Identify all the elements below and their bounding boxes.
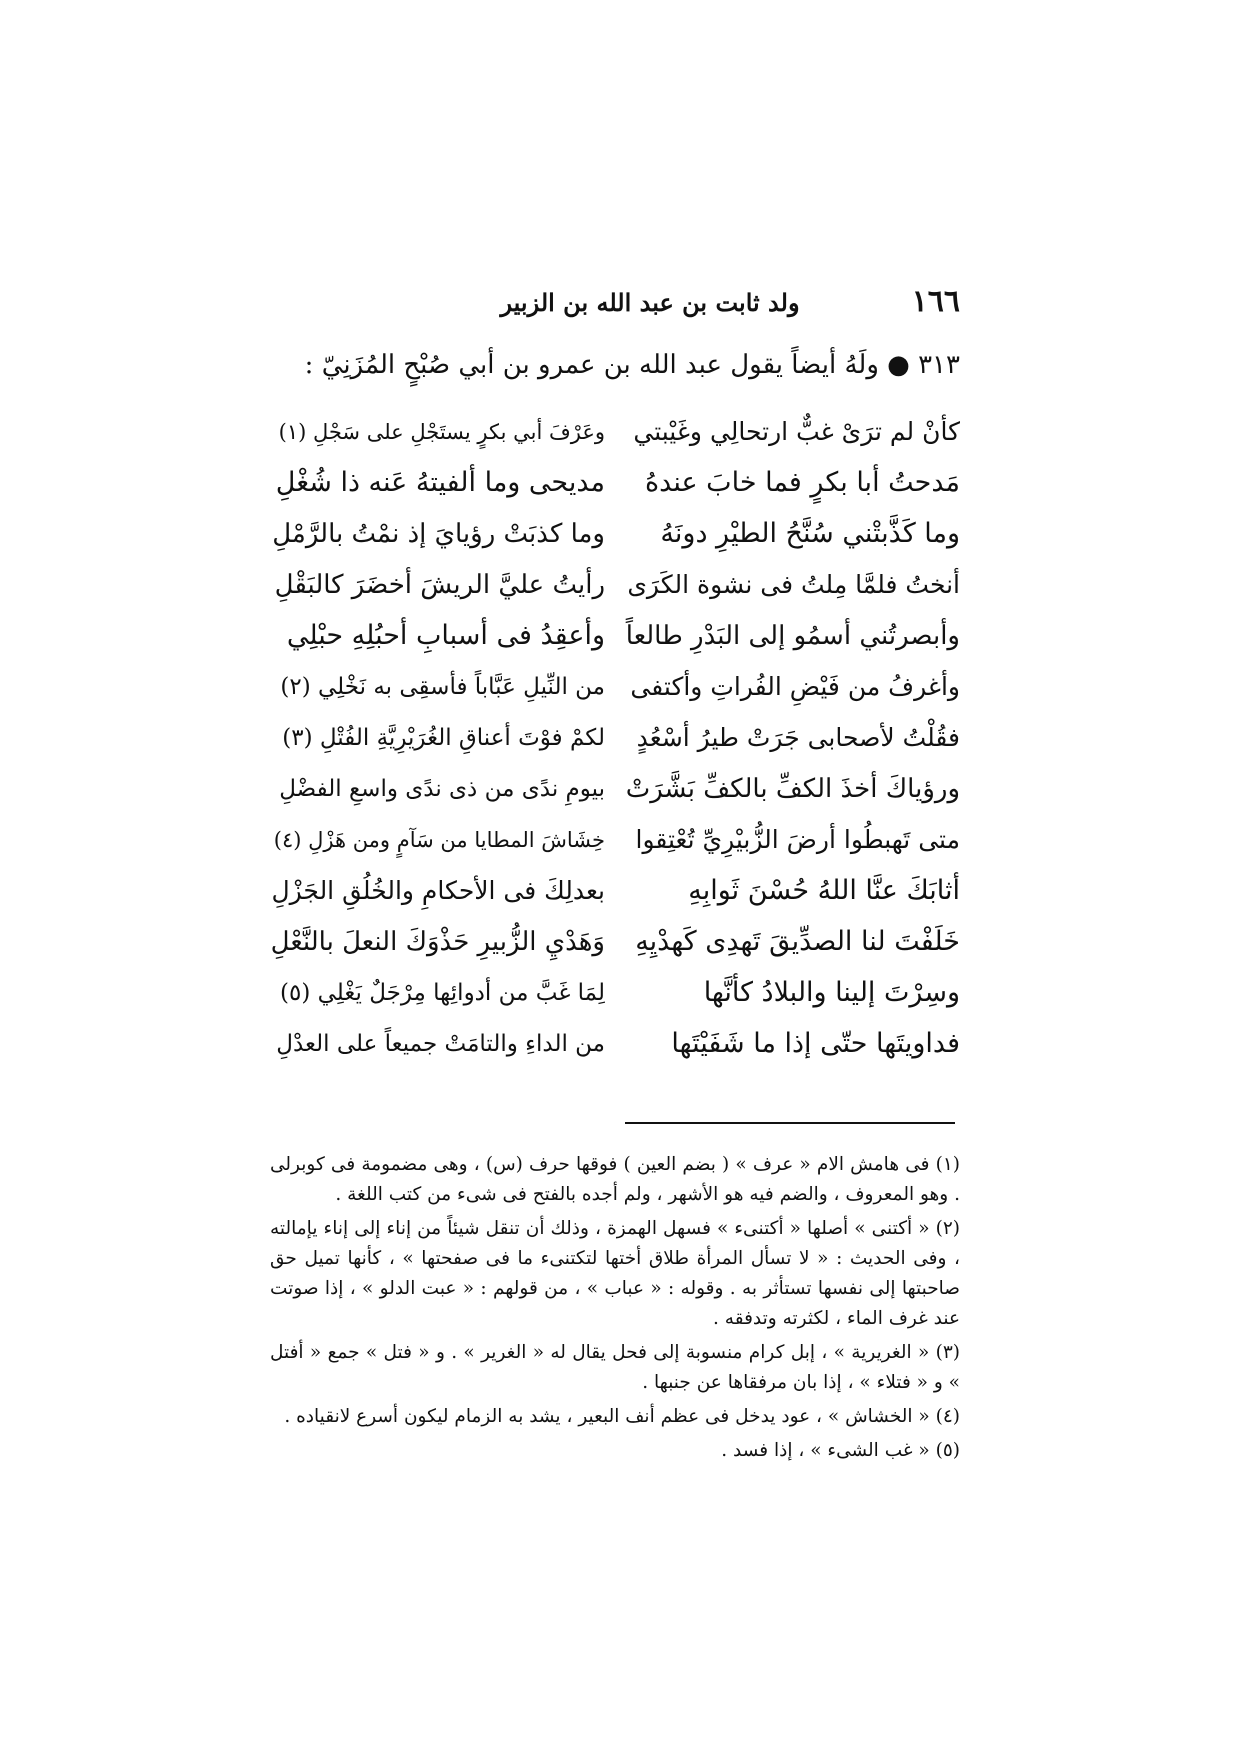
- verse-first-half: أثابَكَ عنَّا اللهُ حُسْنَ ثَوابِهِ: [688, 875, 960, 906]
- verse-second-half: خِشَاشَ المطايا من سَآمٍ ومن هَزْلِ (٤): [273, 828, 605, 852]
- verse: [270, 561, 960, 609]
- page-number: ١٦٦: [911, 284, 960, 319]
- verse-first-half: وأبصرتُني أسمُو إلى البَدْرِ طالعاً: [625, 621, 960, 651]
- verse-first-half: وما كَذَّبتْني سُنَّحُ الطيْرِ دونَهُ: [660, 518, 960, 549]
- verse-first-half: مَدحتُ أبا بكرٍ فما خابَ عندهُ: [645, 467, 960, 498]
- poem-intro: ٣١٣ ● ولَهُ أيضاً يقول عبد الله بن عمرو بن أبي صُبْحٍ المُزَنِيّ :: [304, 350, 960, 380]
- verse-second-half: بعدلِكَ فى الأحكامِ والخُلُقِ الجَزْلِ: [271, 876, 605, 905]
- footnote: (٥) « غب الشىء » ، إذا فسد .: [721, 1440, 960, 1461]
- verse-first-half: كأنْ لم ترَىْ غبٌّ ارتحالِي وغَيْبتي: [633, 417, 960, 446]
- verse-second-half: بيومِ ندًى من ذى ندًى واسعِ الفضْلِ: [279, 776, 605, 802]
- verse: [270, 459, 960, 507]
- verse: [270, 663, 960, 711]
- running-title: ولد ثابت بن عبد الله بن الزبير: [500, 288, 800, 317]
- verse-first-half: أنختُ فلمَّا مِلتُ فى نشوة الكَرَى: [627, 570, 960, 599]
- verse: [270, 867, 960, 915]
- verse: [270, 714, 960, 762]
- verse: [270, 765, 960, 813]
- verse-second-half: مديحى وما ألفيتهُ عَنه ذا شُغْلِ: [275, 467, 605, 498]
- verse-first-half: فداويتَها حتّى إذا ما شَفَيْتَها: [671, 1028, 960, 1059]
- verse-first-half: وسِرْتَ إلينا والبلادُ كأنَّها: [703, 977, 960, 1008]
- verse-first-half: متى تَهبطُوا أرضَ الزُّبيْرِيِّ تُعْتِقوا: [635, 825, 960, 854]
- verse-second-half: من النِّيلِ عَبَّاباً فأسقِى به نَخْلِي (٢): [280, 674, 605, 700]
- verse-first-half: فقُلْتُ لأصحابى جَرَتْ طيرُ أسْعُدٍ: [636, 723, 960, 752]
- verse-second-half: لكمْ فوْتَ أعناقِ الغُرَيْرِيَّةِ الفُتْلِ (٣): [282, 725, 605, 751]
- verse: [270, 1020, 960, 1068]
- footnote-divider: [625, 1122, 955, 1124]
- footnotes: [270, 1150, 960, 1470]
- verse-first-half: ورؤياكَ أخذَ الكفِّ بالكفِّ بَشَّرَتْ: [625, 774, 960, 804]
- verse: [270, 510, 960, 558]
- verse: [270, 816, 960, 864]
- verse: [270, 408, 960, 456]
- verse: [270, 918, 960, 966]
- page-header: [270, 284, 960, 328]
- verse-second-half: وَهَدْيِ الزُّبيرِ حَذْوَكَ النعلَ بالنَّعْلِ: [270, 927, 605, 957]
- verse-second-half: رأيتُ عليَّ الريشَ أخضَرَ كالبَقْلِ: [274, 570, 605, 600]
- verse-second-half: وأعقِدُ فى أسبابِ أحبُلِهِ حبْلِي: [286, 620, 605, 651]
- verse-second-half: وعَرْفَ أبي بكرٍ يستَجْلِ على سَجْلِ (١): [278, 420, 605, 444]
- verse-first-half: وأغرفُ من فَيْضِ الفُراتِ وأكتفى: [630, 672, 960, 701]
- verse-second-half: لِمَا غَبَّ من أدوائِها مِرْجَلٌ يَغْلِي (٥): [279, 980, 605, 1006]
- footnote: (١) فى هامش الام « عرف » ( بضم العين ) فوقها حرف (س) ، وهى مضمومة فى كوبرلى . وهو المعروف ، والضم فيه هو الأشهر ، ولم أجده بالفتح فى شىء من كتب اللغة .: [270, 1154, 960, 1205]
- footnote: (٢) « أكتنى » أصلها « أكتنىء » فسهل الهمزة ، وذلك أن تنقل شيئاً من إناء إلى إناء يإمالته ، وفى الحديث : « لا تسأل المرأة طلاق أختها لتكتنىء ما فى صفحتها » ، كأنها تميل حق صاحبتها إلى نفسها تستأثر به . وقوله : « عباب » ، من قولهم : « عبت الدلو » ، إذا صوتت عند غرف الماء ، لكثرته وتدفقه .: [270, 1218, 960, 1329]
- verse-second-half: من الداءِ والتامَتْ جميعاً على العدْلِ: [276, 1031, 605, 1057]
- verse: [270, 612, 960, 660]
- verse-second-half: وما كذبَتْ رؤيايَ إذ نمْتُ بالرَّمْلِ: [272, 519, 605, 549]
- footnote: (٤) « الخشاش » ، عود يدخل فى عظم أنف البعير ، يشد به الزمام ليكون أسرع لانقياده .: [284, 1406, 960, 1427]
- verse: [270, 969, 960, 1017]
- poem: [270, 408, 960, 1078]
- verse-first-half: خَلَفْتَ لنا الصدِّيقَ تَهدِى كَهدْيِهِ: [635, 926, 960, 957]
- footnote: (٣) « الغريرية » ، إبل كرام منسوبة إلى فحل يقال له « الغرير » . و « فتل » جمع « أفتل » و « فتلاء » ، إذا بان مرفقاها عن جنبها .: [270, 1342, 960, 1393]
